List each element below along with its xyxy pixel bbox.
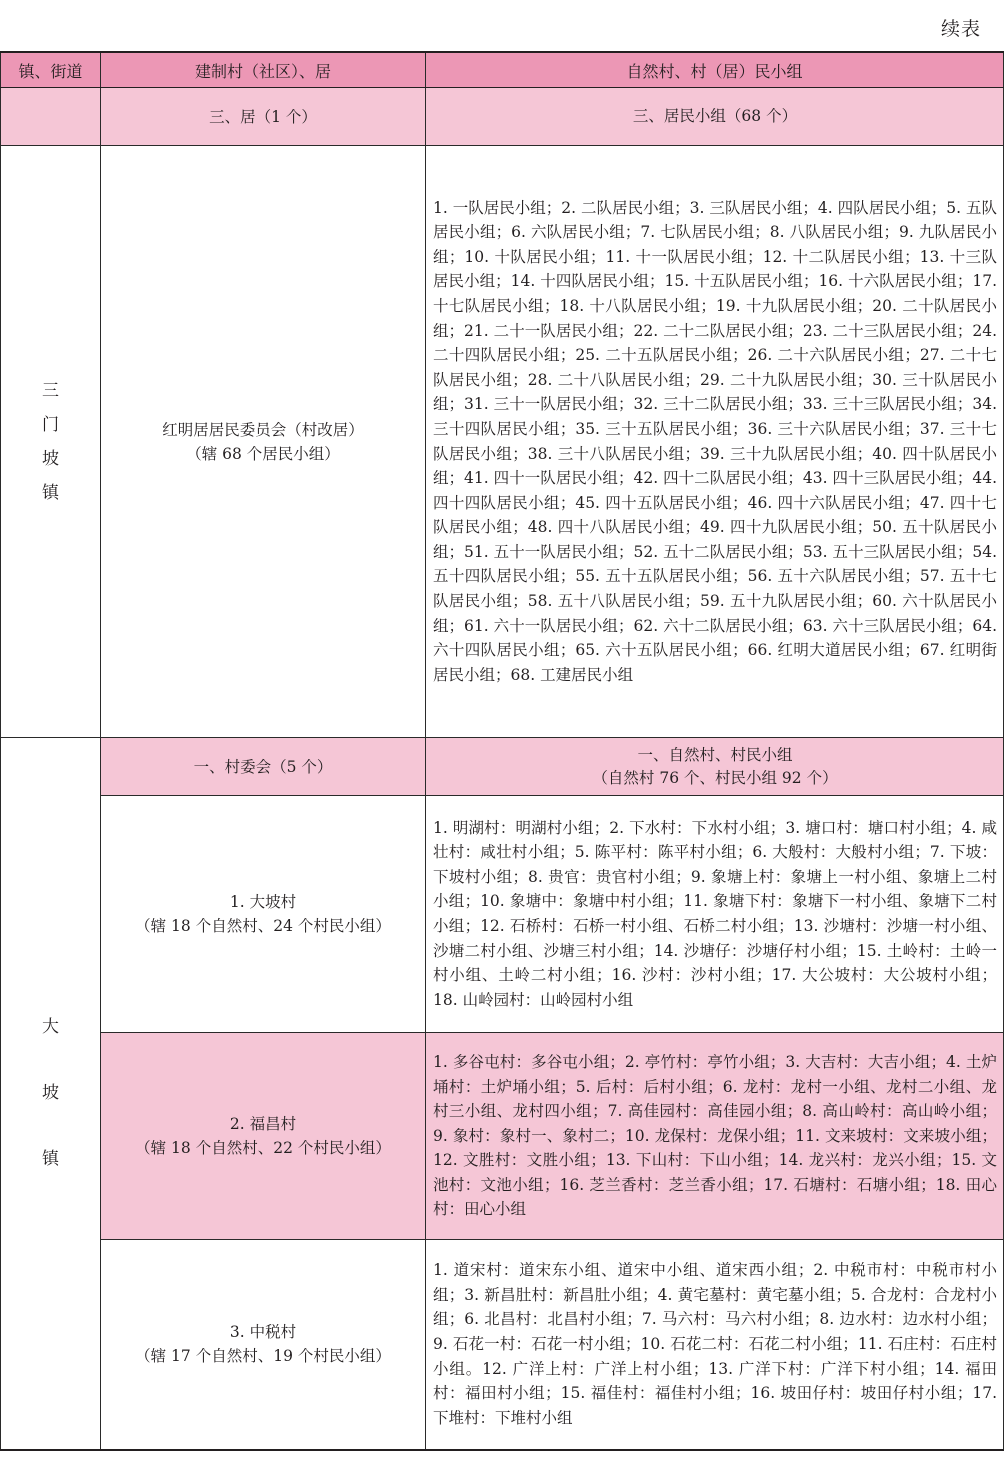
admin-division-table xyxy=(0,51,1004,1451)
table-row xyxy=(1,1033,1004,1240)
village-cell xyxy=(101,146,426,738)
village-cell xyxy=(101,1033,426,1240)
town-dapo xyxy=(1,738,101,1450)
section-right-line1: 一、自然村、村民小组 xyxy=(637,745,793,764)
village-name: 3. 中税村 xyxy=(229,1323,297,1342)
village-note: （辖 68 个居民小组） xyxy=(186,444,340,463)
town-char: 镇 xyxy=(42,482,59,503)
table-header-row xyxy=(1,52,1004,88)
town-char: 三 xyxy=(42,380,59,401)
town-cell-blank xyxy=(1,88,101,146)
groups-cell: 1. 多谷屯村：多谷屯小组；2. 亭竹村：亭竹小组；3. 大吉村：大吉小组；4. 土炉埇村：土炉埇小组；5. 后村：后村小组；6. 龙村：龙村一小组、龙村二小组、龙村三小组、龙村四小组；7. 高佳园村：高佳园小组；8. 高山岭村：高山岭小组；9. 象村：象村一、象村二；10. 龙保村：龙保小组；11. 文来坡村：文来坡小组；12. 文胜村：文胜小组；13. 下山村：下山小组；14. 龙兴村：龙兴小组；15. 文池村：文池小组；16. 芝兰香村：芝兰香小组；17. 石塘村：石塘小组；18. 田心村：田心小组 xyxy=(426,1033,1004,1240)
table-row xyxy=(1,146,1004,738)
town-char: 镇 xyxy=(42,1149,59,1170)
table-row xyxy=(1,738,1004,796)
section-right xyxy=(426,738,1004,796)
groups-cell: 1. 明湖村：明湖村小组；2. 下水村：下水村小组；3. 塘口村：塘口村小组；4. 咸壮村：咸壮村小组；5. 陈平村：陈平村小组；6. 大般村：大般村小组；7. 下坡：下坡村小组；8. 贵官：贵官村小组；9. 象塘上村：象塘上一村小组、象塘上二村小组；10. 象塘中：象塘中村小组；11. 象塘下村：象塘下一村小组、象塘下二村小组；12. 石桥村：石桥一村小组、石桥二村小组；13. 沙塘村：沙塘一村小组、沙塘二村小组、沙塘三村小组；14. 沙塘仔：沙塘仔村小组；15. 土岭村：土岭一村小组、土岭二村小组；16. 沙村：沙村小组；17. 大公坡村：大公坡村小组；18. 山岭园村：山岭园村小组 xyxy=(426,796,1004,1033)
groups-cell: 1. 道宋村：道宋东小组、道宋中小组、道宋西小组；2. 中税市村：中税市村小组；3. 新昌肚村：新昌肚小组；4. 黄宅墓村：黄宅墓小组；5. 合龙村：合龙村小组；6. 北昌村：北昌村小组；7. 马六村：马六村小组；8. 边水村：边水村小组；9. 石花一村：石花一村小组；10. 石花二村：石花二村小组；11. 石庄村：石庄村小组。12. 广洋上村：广洋上村小组；13. 广洋下村：广洋下村小组；14. 福田村：福田村小组；15. 福佳村：福佳村小组；16. 坡田仔村：坡田仔村小组；17. 下堆村：下堆村小组 xyxy=(426,1240,1004,1450)
section-right: 三、居民小组（68 个） xyxy=(426,88,1004,146)
village-name: 2. 福昌村 xyxy=(229,1115,297,1133)
village-note: （辖 18 个自然村、24 个村民小组） xyxy=(135,917,391,935)
town-char: 坡 xyxy=(42,448,59,469)
section-mid: 三、居（1 个） xyxy=(101,88,426,146)
town-char: 大 xyxy=(42,1017,59,1038)
village-name: 红明居居民委员会（村改居） xyxy=(162,420,364,439)
village-note: （辖 17 个自然村、19 个村民小组） xyxy=(135,1347,391,1366)
town-sanmenpo xyxy=(1,146,101,738)
section-right-line2: （自然村 76 个、村民小组 92 个） xyxy=(592,768,838,787)
section-mid: 一、村委会（5 个） xyxy=(101,738,426,796)
table-row xyxy=(1,88,1004,146)
groups-cell: 1. 一队居民小组；2. 二队居民小组；3. 三队居民小组；4. 四队居民小组；5. 五队居民小组；6. 六队居民小组；7. 七队居民小组；8. 八队居民小组；9. 九队居民小组；10. 十队居民小组；11. 十一队居民小组；12. 十二队居民小组；13. 十三队居民小组；14. 十四队居民小组；15. 十五队居民小组；16. 十六队居民小组；17. 十七队居民小组；18. 十八队居民小组；19. 十九队居民小组；20. 二十队居民小组；21. 二十一队居民小组；22. 二十二队居民小组；23. 二十三队居民小组；24. 二十四队居民小组；25. 二十五队居民小组；26. 二十六队居民小组；27. 二十七队居民小组；28. 二十八队居民小组；29. 二十九队居民小组；30. 三十队居民小组；31. 三十一队居民小组；32. 三十二队居民小组；33. 三十三队居民小组；34. 三十四队居民小组；35. 三十五队居民小组；36. 三十六队居民小组；37. 三十七队居民小组；38. 三十八队居民小组；39. 三十九队居民小组；40. 四十队居民小组；41. 四十一队居民小组；42. 四十二队居民小组；43. 四十三队居民小组；44. 四十四队居民小组；45. 四十五队居民小组；46. 四十六队居民小组；47. 四十七队居民小组；48. 四十八队居民小组；49. 四十九队居民小组；50. 五十队居民小组；51. 五十一队居民小组；52. 五十二队居民小组；53. 五十三队居民小组；54. 五十四队居民小组；55. 五十五队居民小组；56. 五十六队居民小组；57. 五十七队居民小组；58. 五十八队居民小组；59. 五十九队居民小组；60. 六十队居民小组；61. 六十一队居民小组；62. 六十二队居民小组；63. 六十三队居民小组；64. 六十四队居民小组；65. 六十五队居民小组；66. 红明大道居民小组；67. 红明街居民小组；68. 工建居民小组 xyxy=(426,146,1004,738)
village-cell xyxy=(101,1240,426,1450)
continued-label: 续表 xyxy=(940,18,981,40)
town-char: 门 xyxy=(42,414,59,435)
town-char: 坡 xyxy=(42,1083,59,1104)
village-note: （辖 18 个自然村、22 个村民小组） xyxy=(135,1139,391,1157)
header-groups: 自然村、村（居）民小组 xyxy=(426,52,1004,88)
village-cell xyxy=(101,796,426,1033)
table-row xyxy=(1,796,1004,1033)
village-name: 1. 大坡村 xyxy=(229,893,297,911)
table-row xyxy=(1,1240,1004,1450)
header-town: 镇、街道 xyxy=(1,52,101,88)
header-village: 建制村（社区）、居 xyxy=(101,52,426,88)
